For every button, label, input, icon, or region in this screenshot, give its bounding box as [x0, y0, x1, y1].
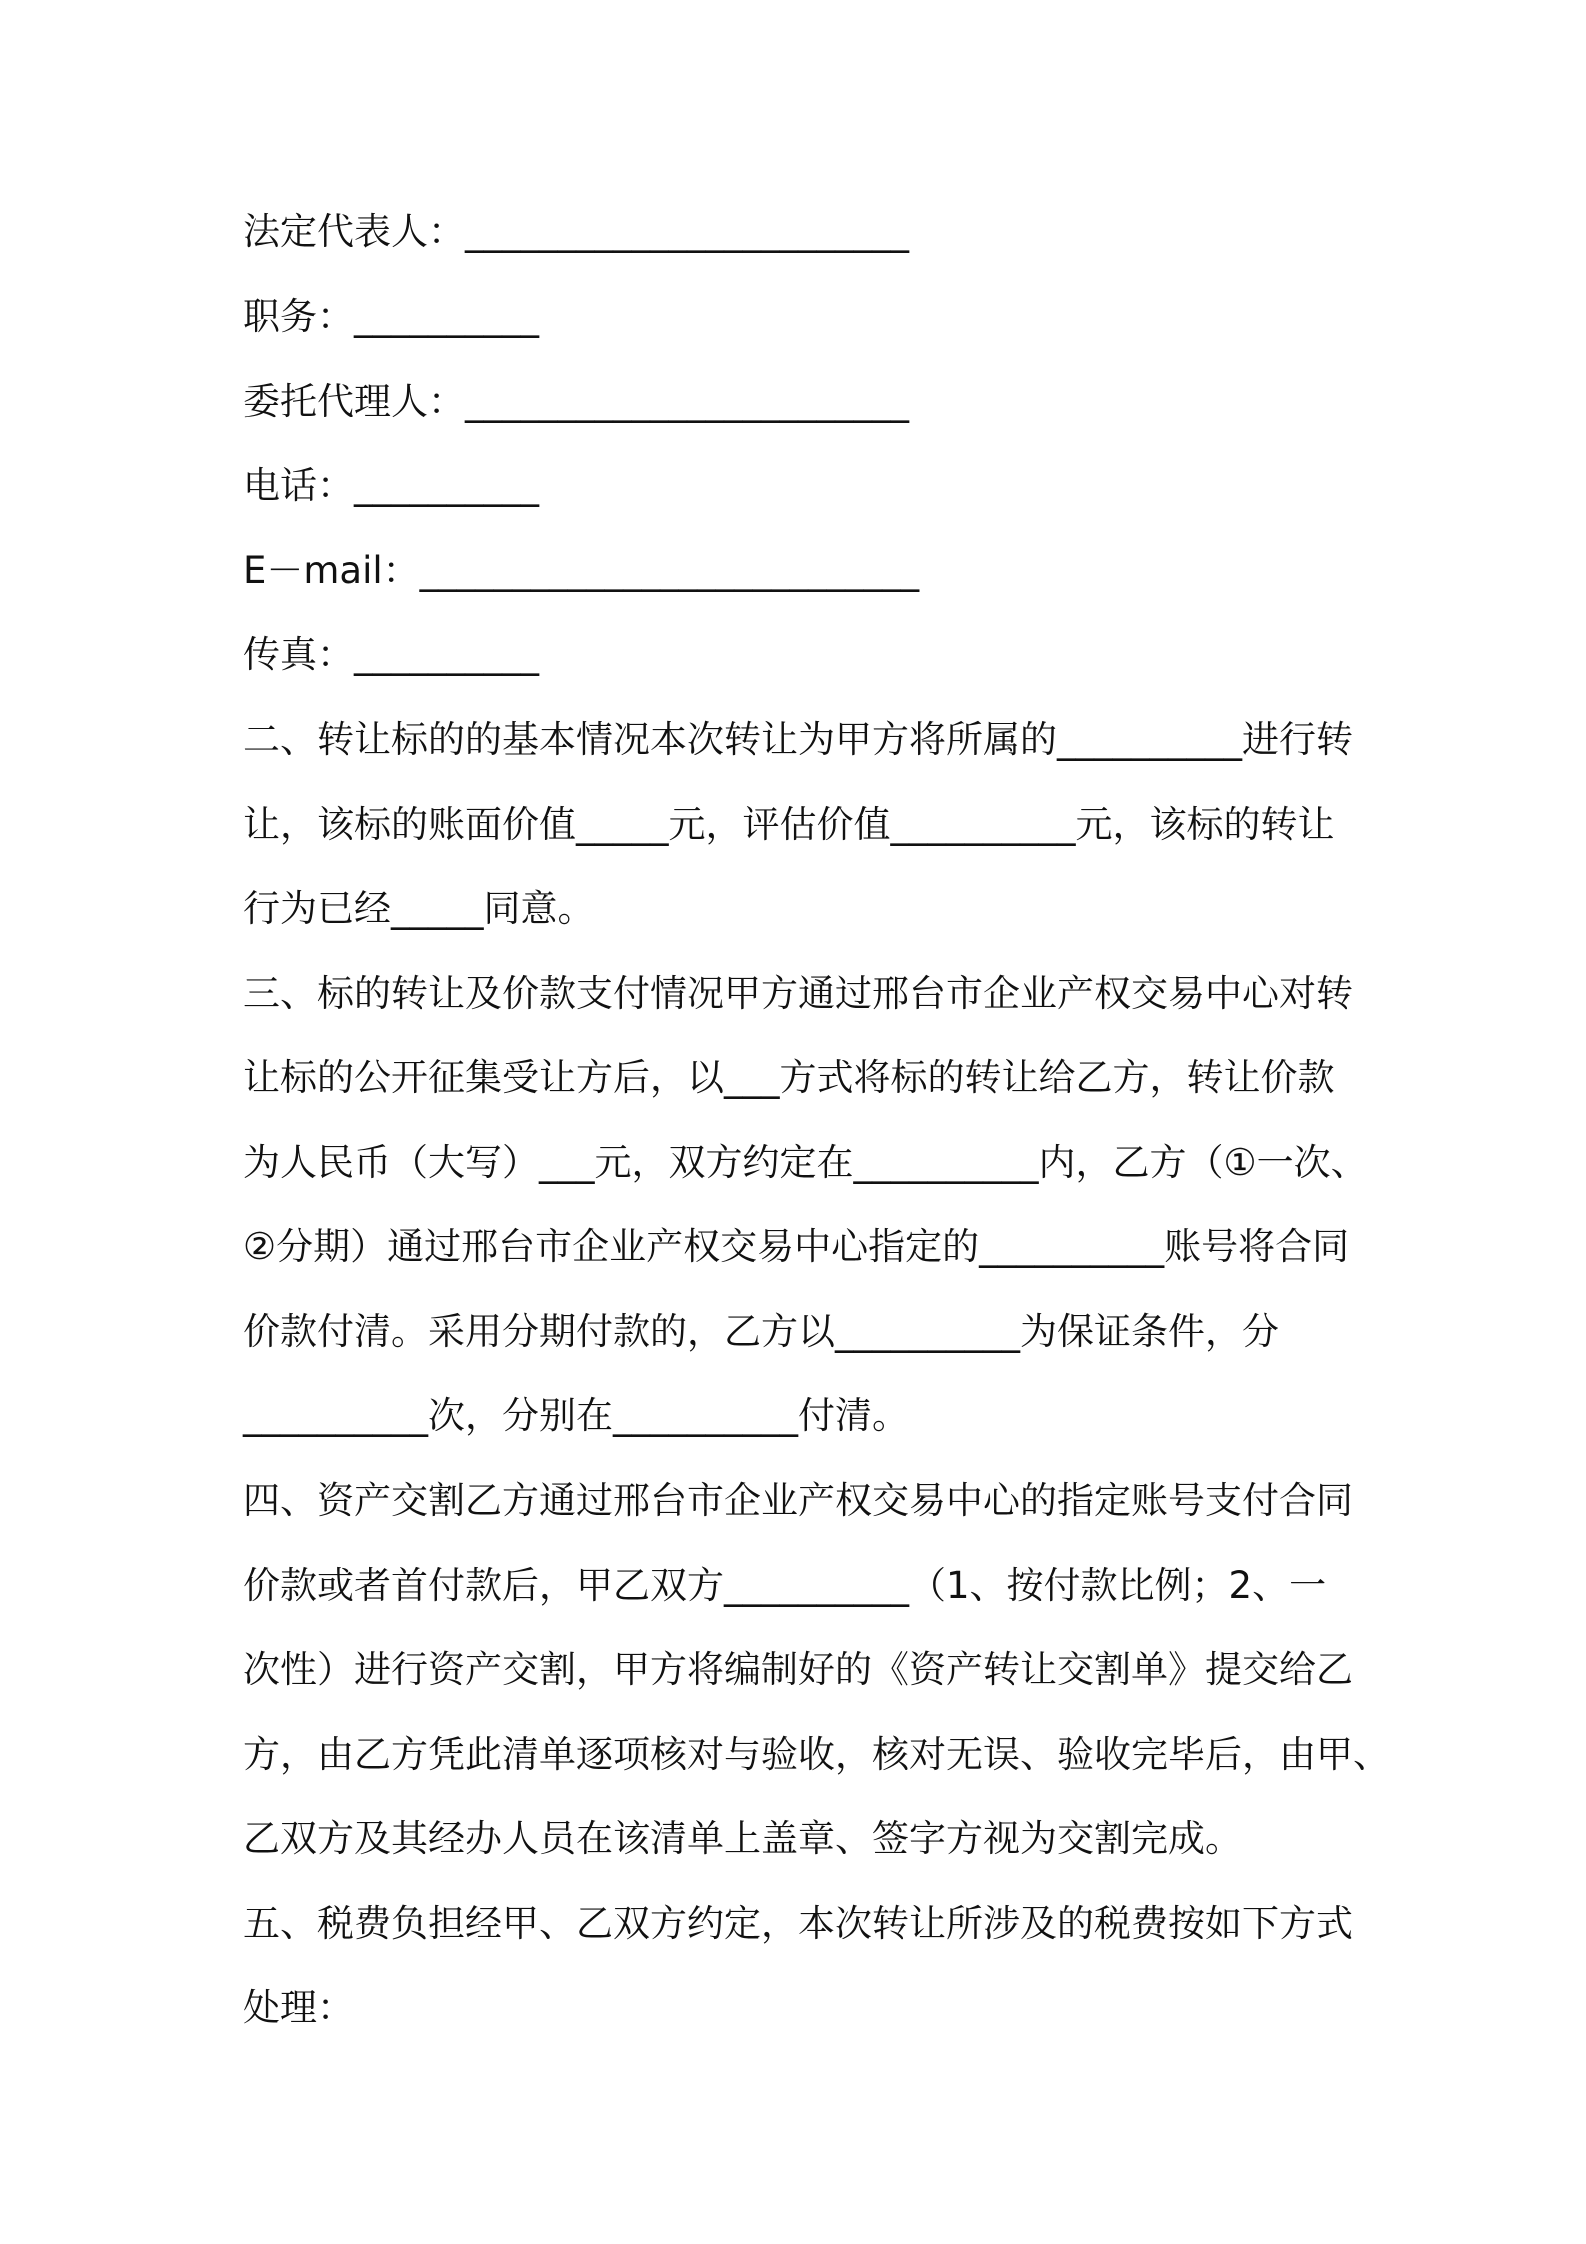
section-3-line-4: ②分期）通过邢台市企业产权交易中心指定的__________账号将合同 — [243, 1225, 1350, 1268]
section-3-line-2: 让标的公开征集受让方后，以___方式将标的转让给乙方，转让价款 — [243, 1056, 1335, 1099]
section-4-line-1: 四、资产交割乙方通过邢台市企业产权交易中心的指定账号支付合同 — [243, 1479, 1353, 1522]
section-5-line-1: 五、税费负担经甲、乙双方约定，本次转让所涉及的税费按如下方式 — [243, 1902, 1353, 1945]
section-4-line-5: 乙双方及其经办人员在该清单上盖章、签字方视为交割完成。 — [243, 1817, 1242, 1860]
authorized-agent-line: 委托代理人：________________________ — [243, 380, 909, 423]
position-line: 职务：__________ — [243, 295, 539, 338]
section-2-line-3: 行为已经_____同意。 — [243, 887, 595, 930]
phone-line: 电话：__________ — [243, 464, 539, 507]
email-line: E－mail：___________________________ — [243, 549, 920, 592]
legal-representative-line: 法定代表人：________________________ — [243, 210, 909, 253]
section-3-line-1: 三、标的转让及价款支付情况甲方通过邢台市企业产权交易中心对转 — [243, 972, 1353, 1015]
section-5-line-2: 处理： — [243, 1986, 354, 2029]
section-4-line-2: 价款或者首付款后，甲乙双方__________（1、按付款比例；2、一 — [243, 1564, 1327, 1607]
section-3-line-6: __________次，分别在__________付清。 — [243, 1394, 909, 1437]
section-3-line-3: 为人民币（大写）___元，双方约定在__________内，乙方（①一次、 — [243, 1141, 1368, 1184]
section-4-line-3: 次性）进行资产交割，甲方将编制好的《资产转让交割单》提交给乙 — [243, 1648, 1353, 1691]
section-2-line-1: 二、转让标的的基本情况本次转让为甲方将所属的__________进行转 — [243, 718, 1353, 761]
section-2-line-2: 让，该标的账面价值_____元，评估价值__________元，该标的转让 — [243, 803, 1335, 846]
section-3-line-5: 价款付清。采用分期付款的，乙方以__________为保证条件，分 — [243, 1310, 1279, 1353]
section-4-line-4: 方，由乙方凭此清单逐项核对与验收，核对无误、验收完毕后，由甲、 — [243, 1733, 1390, 1776]
fax-line: 传真：__________ — [243, 633, 539, 676]
